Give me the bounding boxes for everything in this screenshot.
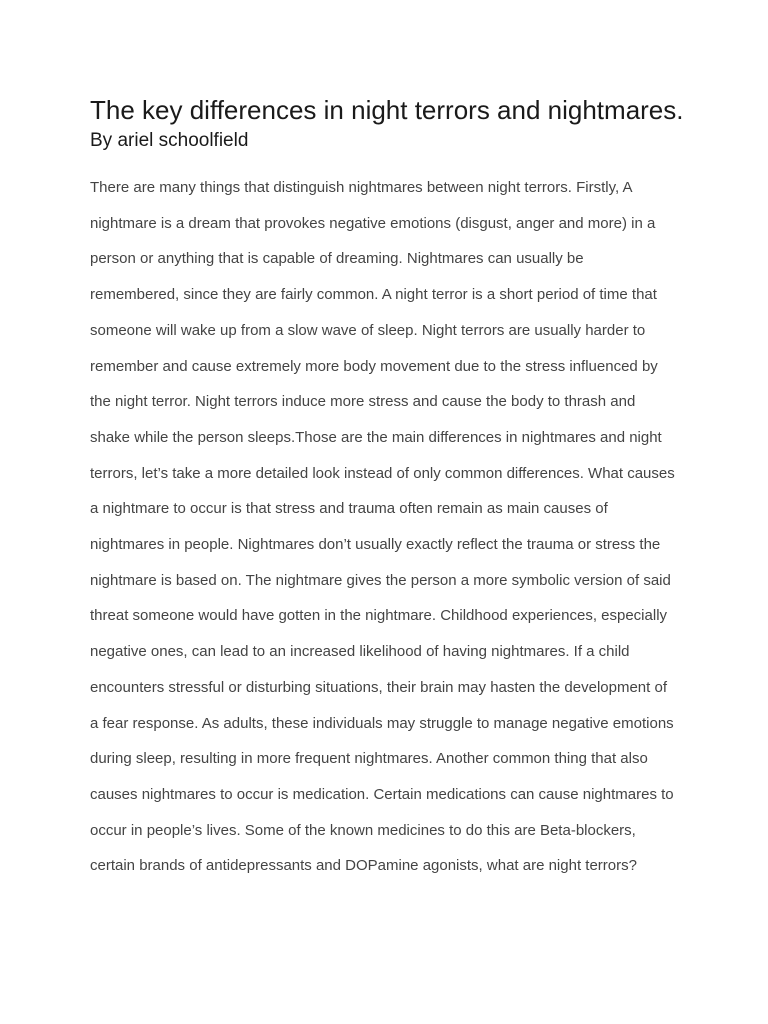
author-byline: By ariel schoolfield xyxy=(90,130,249,151)
body-paragraph: There are many things that distinguish nightmares between night terrors. Firstly, A nightmare is a dream that provokes negative emotions (disgust, anger and more) in a person or anything that is capable of dreaming. Nightmares can usually be remembered, since they are fairly common. A night terror is a short period of time that someone will wake up from a slow wave of sleep. Night terrors are usually harder to remember and cause extremely more body movement due to the stress influenced by the night terror. Night terrors induce more stress and cause the body to thrash and shake while the person sleeps.Those are the main differences in nightmares and night terrors, let’s take a more detailed look instead of only common differences. What causes a nightmare to occur is that stress and trauma often remain as main causes of nightmares in people. Nightmares don’t usually exactly reflect the trauma or stress the nightmare is based on. The nightmare gives the person a more symbolic version of said threat someone would have gotten in the nightmare. Childhood experiences, especially negative ones, can lead to an increased likelihood of having nightmares. If a child encounters stressful or disturbing situations, their brain may hasten the development of a fear response. As adults, these individuals may struggle to manage negative emotions during sleep, resulting in more frequent nightmares. Another common thing that also causes nightmares to occur is medication. Certain medications can cause nightmares to occur in people’s lives. Some of the known medicines to do this are Beta-blockers, certain brands of antidepressants and DOPamine agonists, what are night terrors? xyxy=(90,179,675,875)
document-page xyxy=(90,92,690,884)
document-title: The key differences in night terrors and nightmares. xyxy=(90,95,684,125)
